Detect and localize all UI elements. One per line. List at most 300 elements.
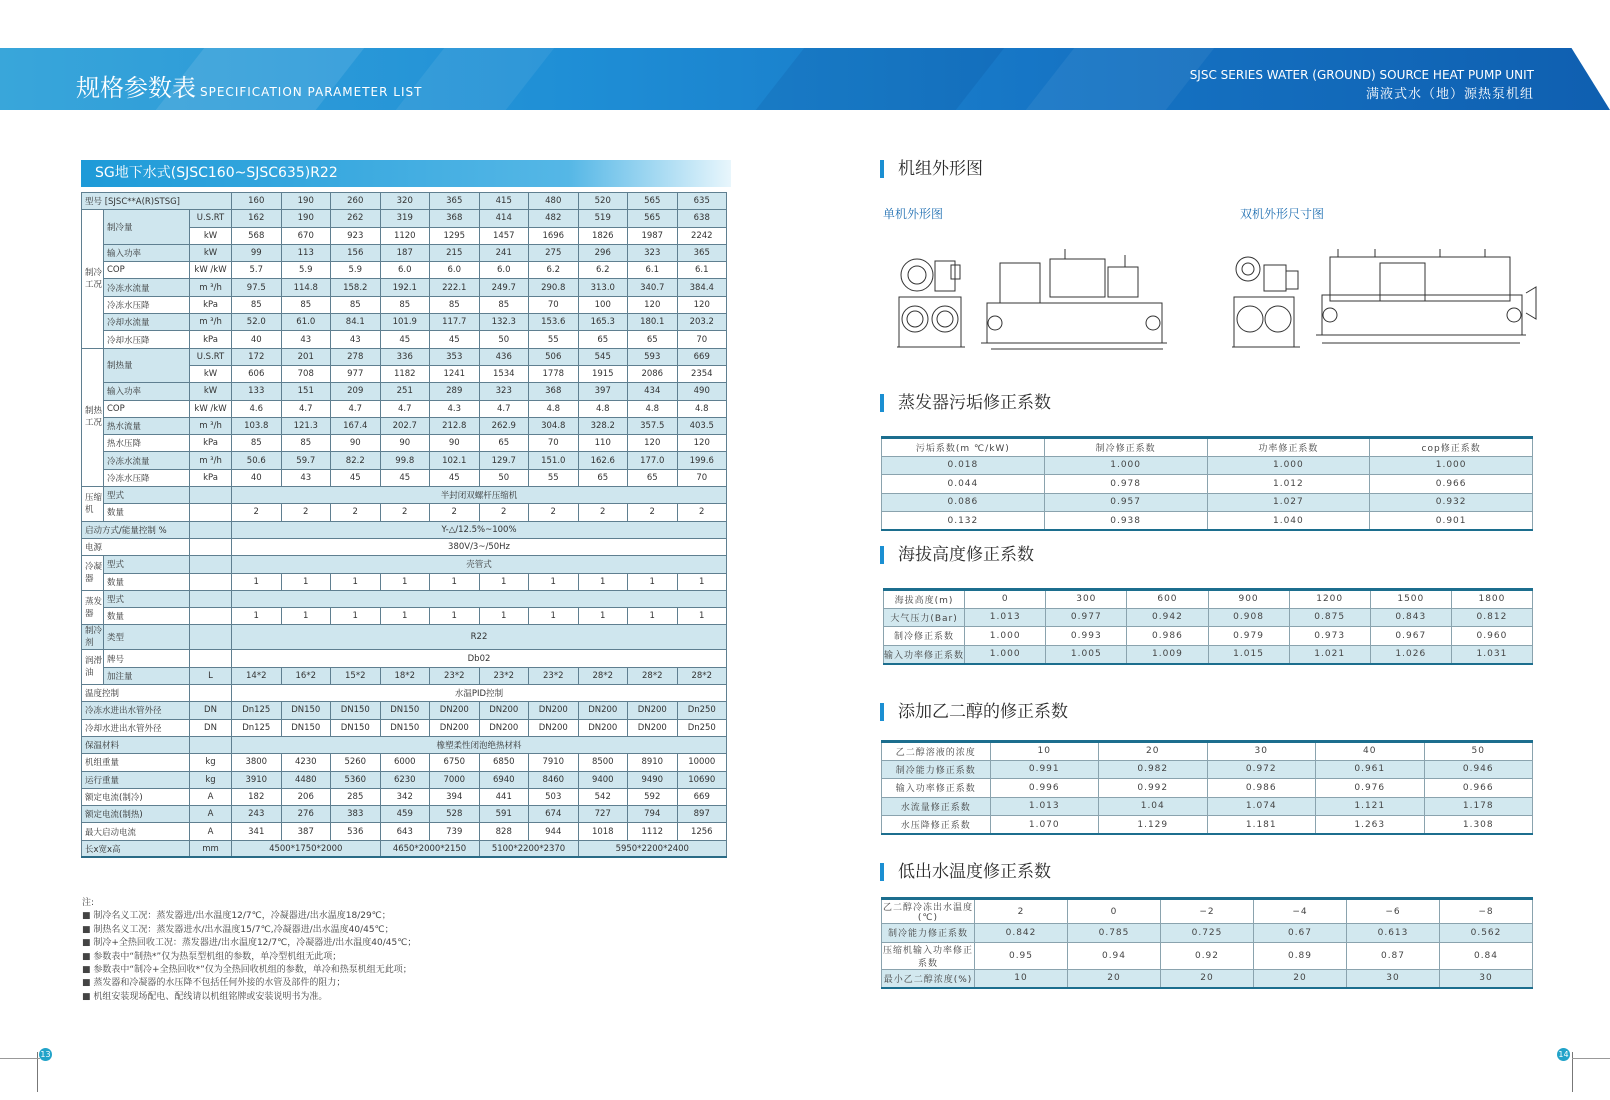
glycol-row [882, 816, 1533, 835]
dimension-value: 5100*2200*2370 [479, 840, 578, 857]
page-title [76, 68, 422, 103]
value-cell: 7000 [430, 771, 480, 788]
unit-cell: kPa [190, 331, 232, 348]
value-cell: 1.005 [1046, 645, 1127, 664]
value-cell: 340.7 [628, 279, 678, 296]
param-name: 电源 [82, 538, 190, 555]
value-cell: 85 [380, 296, 430, 313]
evaporator-type-row [82, 590, 727, 607]
value-cell: 923 [331, 227, 381, 244]
value-cell: 0.973 [1289, 627, 1370, 646]
value-cell: 368 [430, 210, 480, 227]
value-cell: −6 [1347, 899, 1440, 924]
value-cell: 0.976 [1316, 779, 1425, 798]
value-cell: 65 [578, 469, 628, 486]
value-cell: 1 [232, 608, 282, 625]
value-cell: 593 [628, 348, 678, 365]
value-cell: 6000 [380, 754, 430, 771]
span-value: 380V/3~/50Hz [232, 538, 727, 555]
value-cell: 6850 [479, 754, 529, 771]
value-cell: 323 [628, 244, 678, 261]
oil-brand-row [82, 650, 727, 667]
value-cell: −8 [1440, 899, 1533, 924]
value-cell: 285 [331, 788, 381, 805]
value-cell: 1295 [430, 227, 480, 244]
evaporator-group-label: 蒸发器 [82, 590, 104, 625]
value-cell: 353 [430, 348, 480, 365]
value-cell: 397 [578, 383, 628, 400]
unit-cell: m ³/h [190, 417, 232, 434]
value-cell: 669 [677, 348, 727, 365]
row-label: 污垢系数(m ℃/kW) [882, 438, 1045, 457]
cell [190, 650, 232, 667]
value-cell: 120 [677, 296, 727, 313]
notes-head: 注: [82, 898, 95, 908]
value-cell: 16*2 [281, 667, 331, 684]
value-cell: 6.0 [380, 262, 430, 279]
param-name: 冷冻水压降 [104, 296, 190, 313]
insul-row [82, 736, 727, 753]
value-cell: 6.2 [578, 262, 628, 279]
value-cell: 1.031 [1451, 645, 1532, 664]
series-en: SJSC SERIES WATER (GROUND) SOURCE HEAT PUMP UNIT [1189, 68, 1534, 82]
value-cell: 28*2 [578, 667, 628, 684]
param-name: 保温材料 [82, 736, 190, 753]
value-cell: 1 [529, 573, 579, 590]
value-cell: 30 [1347, 969, 1440, 988]
value-cell: 0.993 [1046, 627, 1127, 646]
param-name: 制冷量 [104, 210, 190, 245]
value-cell: 82.2 [331, 452, 381, 469]
value-cell: 0.960 [1451, 627, 1532, 646]
value-cell: 4.7 [331, 400, 381, 417]
value-cell: 313.0 [578, 279, 628, 296]
value-cell: 0.613 [1347, 924, 1440, 943]
value-cell: 151 [281, 383, 331, 400]
ic-row [82, 788, 727, 805]
value-cell: 643 [380, 823, 430, 840]
value-cell: 0.908 [1208, 608, 1289, 627]
oil-fill-row [82, 667, 727, 684]
value-cell: 113 [281, 244, 331, 261]
param-name: 热水压降 [104, 435, 190, 452]
value-cell: 85 [331, 296, 381, 313]
value-cell: 900 [1208, 590, 1289, 609]
value-cell: 0.95 [975, 942, 1068, 969]
dimension-value: 4500*1750*2000 [232, 840, 381, 857]
value-cell: 600 [1127, 590, 1208, 609]
unit-cell: kPa [190, 296, 232, 313]
value-cell: 50 [479, 331, 529, 348]
value-cell: 4.7 [281, 400, 331, 417]
row-label: 0.132 [882, 512, 1045, 531]
model-cell: 635 [677, 193, 727, 210]
dimension-value: 5950*2200*2400 [578, 840, 727, 857]
value-cell: 670 [281, 227, 331, 244]
value-cell: 40 [232, 331, 282, 348]
value-cell: 23*2 [430, 667, 480, 684]
value-cell: 30 [1440, 969, 1533, 988]
value-cell: 4.6 [232, 400, 282, 417]
value-cell: 85 [430, 296, 480, 313]
value-cell: 28*2 [628, 667, 678, 684]
imax-row [82, 823, 727, 840]
value-cell: 50.6 [232, 452, 282, 469]
unit-cell: L [190, 667, 232, 684]
model-cell: 190 [281, 193, 331, 210]
value-cell: 323 [479, 383, 529, 400]
lowtemp-table [881, 897, 1533, 989]
value-cell: 0.87 [1347, 942, 1440, 969]
param-name: 冷冻水流量 [104, 452, 190, 469]
value-cell: 944 [529, 823, 579, 840]
cool_pipe-row [82, 719, 727, 736]
value-cell: 2 [479, 504, 529, 521]
value-cell: 65 [628, 469, 678, 486]
param-name: 最大启动电流 [82, 823, 190, 840]
value-cell: 0.996 [990, 779, 1099, 798]
value-cell: 制冷修正系数 [1044, 438, 1207, 457]
value-cell: 727 [578, 806, 628, 823]
power-row [82, 538, 727, 555]
fouling-row [882, 438, 1533, 457]
param-name: 输入功率 [104, 383, 190, 400]
value-cell: 1.074 [1207, 797, 1316, 816]
value-cell: 289 [430, 383, 480, 400]
compressor-qty-row [82, 504, 727, 521]
value-cell: 20 [1099, 742, 1208, 761]
value-cell: 90 [380, 435, 430, 452]
model-cell: 260 [331, 193, 381, 210]
cell [190, 487, 232, 504]
value-cell: 290.8 [529, 279, 579, 296]
value-cell: 5.9 [281, 262, 331, 279]
value-cell: 0.932 [1370, 493, 1533, 512]
value-cell: 506 [529, 348, 579, 365]
value-cell: 84.1 [331, 314, 381, 331]
value-cell: 6230 [380, 771, 430, 788]
note-item: ■ 蒸发器和冷凝器的水压降不包括任何外接的水管及部件的阻力； [82, 978, 346, 989]
value-cell: 0.938 [1044, 512, 1207, 531]
value-cell: 129.7 [479, 452, 529, 469]
value-cell: 162 [232, 210, 282, 227]
model-cell: 480 [529, 193, 579, 210]
heating-row [82, 383, 727, 400]
value-cell: 28*2 [677, 667, 727, 684]
value-cell: 1.009 [1127, 645, 1208, 664]
value-cell: 275 [529, 244, 579, 261]
value-cell: 565 [628, 210, 678, 227]
title-en: SPECIFICATION PARAMETER LIST [200, 85, 423, 99]
value-cell: 20 [1161, 969, 1254, 988]
model-cell: 365 [430, 193, 480, 210]
value-cell: 0.961 [1316, 760, 1425, 779]
value-cell: 1.000 [965, 645, 1046, 664]
page-number-left: 13 [40, 1050, 51, 1059]
unit-cell: m ³/h [190, 314, 232, 331]
series-cn: 满液式水（地）源热泵机组 [1365, 87, 1534, 102]
value-cell: 172 [232, 348, 282, 365]
row-label: 0.086 [882, 493, 1045, 512]
value-cell: DN200 [578, 702, 628, 719]
value-cell: 1.129 [1099, 816, 1208, 835]
cooling-row [82, 296, 727, 313]
double-unit-drawing [1230, 245, 1540, 357]
value-cell: 40 [232, 469, 282, 486]
value-cell: 120 [628, 435, 678, 452]
unit-cell: kg [190, 754, 232, 771]
value-cell: 1120 [380, 227, 430, 244]
value-cell: 8460 [529, 771, 579, 788]
value-cell: 2 [232, 504, 282, 521]
value-cell: 101.9 [380, 314, 430, 331]
value-cell: Dn250 [677, 702, 727, 719]
value-cell: 1800 [1451, 590, 1532, 609]
value-cell: 2 [331, 504, 381, 521]
value-cell: 243 [232, 806, 282, 823]
value-cell: 1 [281, 573, 331, 590]
fouling-title: 蒸发器污垢修正系数 [880, 394, 1051, 412]
value-cell: 45 [430, 331, 480, 348]
value-cell: DN150 [380, 702, 430, 719]
value-cell: 262.9 [479, 417, 529, 434]
value-cell: 132.3 [479, 314, 529, 331]
value-cell: 156 [331, 244, 381, 261]
value-cell: 328.2 [578, 417, 628, 434]
param-name: 冷冻水压降 [104, 469, 190, 486]
value-cell: 85 [281, 435, 331, 452]
param-name: 型式 [104, 556, 190, 573]
value-cell: 0.942 [1127, 608, 1208, 627]
unit-cell: A [190, 823, 232, 840]
value-cell: 0.946 [1424, 760, 1533, 779]
value-cell: 528 [430, 806, 480, 823]
value-cell: 674 [529, 806, 579, 823]
value-cell: DN200 [479, 702, 529, 719]
value-cell: 8910 [628, 754, 678, 771]
value-cell: 1.000 [1207, 456, 1370, 475]
value-cell: 158.2 [331, 279, 381, 296]
value-cell: 99 [232, 244, 282, 261]
value-cell: 249.7 [479, 279, 529, 296]
value-cell: 384.4 [677, 279, 727, 296]
cooling-group-label: 制冷工况 [82, 210, 104, 348]
evaporator-qty-row [82, 608, 727, 625]
value-cell: 199.6 [677, 452, 727, 469]
note-item: ■ 参数表中“制冷+全热回收*”仅为全热回收机组的参数，单冷和热泵机组无此项； [82, 965, 412, 976]
value-cell: 功率修正系数 [1207, 438, 1370, 457]
value-cell: 212.8 [430, 417, 480, 434]
note-item: ■ 机组安装现场配电、配线请以机组铭牌或安装说明书为准。 [82, 991, 328, 1002]
value-cell: DN150 [331, 702, 381, 719]
value-cell: 10000 [677, 754, 727, 771]
value-cell: 0.562 [1440, 924, 1533, 943]
cell [190, 625, 232, 650]
value-cell: 794 [628, 806, 678, 823]
param-name: 加注量 [104, 667, 190, 684]
row-label: 制冷能力修正系数 [882, 924, 975, 943]
row-label: 输入功率修正系数 [882, 779, 991, 798]
param-name: 数量 [104, 573, 190, 590]
value-cell: 0 [1068, 899, 1161, 924]
value-cell: 0.901 [1370, 512, 1533, 531]
value-cell: 5.7 [232, 262, 282, 279]
value-cell: 5.9 [331, 262, 381, 279]
param-name: 制热量 [104, 348, 190, 383]
value-cell: 394 [430, 788, 480, 805]
value-cell: 1 [232, 573, 282, 590]
value-cell: 2 [677, 504, 727, 521]
value-cell: 0.842 [975, 924, 1068, 943]
value-cell: Dn250 [677, 719, 727, 736]
note-item: ■ 制冷名义工况：蒸发器进/出水温度12/7℃，冷凝器进/出水温度18/29℃； [82, 911, 391, 922]
value-cell: 1 [677, 573, 727, 590]
refrigerant-group-label: 制冷剂 [82, 625, 104, 650]
lowtemp-title: 低出水温度修正系数 [880, 863, 1051, 881]
chill_pipe-row [82, 702, 727, 719]
value-cell: DN200 [529, 719, 579, 736]
value-cell: 5260 [331, 754, 381, 771]
value-cell: 121.3 [281, 417, 331, 434]
cooling-row [82, 279, 727, 296]
value-cell: 300 [1046, 590, 1127, 609]
value-cell: 1 [380, 573, 430, 590]
param-name: 类型 [104, 625, 190, 650]
value-cell: Dn125 [232, 702, 282, 719]
value-cell: 241 [479, 244, 529, 261]
model-cell: 160 [232, 193, 282, 210]
value-cell: 65 [578, 331, 628, 348]
value-cell: 1 [430, 573, 480, 590]
value-cell: 503 [529, 788, 579, 805]
value-cell: 45 [380, 469, 430, 486]
unit-cell: A [190, 788, 232, 805]
value-cell: 1.027 [1207, 493, 1370, 512]
value-cell: 20 [1068, 969, 1161, 988]
param-name: 冷却水压降 [104, 331, 190, 348]
value-cell: 262 [331, 210, 381, 227]
value-cell: 65 [479, 435, 529, 452]
value-cell: DN200 [430, 719, 480, 736]
value-cell: 206 [281, 788, 331, 805]
value-cell: −4 [1254, 899, 1347, 924]
glycol-row [882, 760, 1533, 779]
row-label: 水压降修正系数 [882, 816, 991, 835]
value-cell: 162.6 [578, 452, 628, 469]
value-cell: 0.92 [1161, 942, 1254, 969]
value-cell: 708 [281, 365, 331, 382]
row-label: 大气压力(Bar) [884, 608, 965, 627]
value-cell: 1 [380, 608, 430, 625]
value-cell: 0.89 [1254, 942, 1347, 969]
span-value: 橡塑柔性闭泡绝热材料 [232, 736, 727, 753]
value-cell: 151.0 [529, 452, 579, 469]
unit-cell: m ³/h [190, 452, 232, 469]
spec-table-title: SG地下水式(SJSC160~SJSC635)R22 [81, 160, 731, 187]
altitude-title: 海拔高度修正系数 [880, 546, 1034, 564]
value-cell: 1.000 [1370, 456, 1533, 475]
model-cell: 320 [380, 193, 430, 210]
value-cell: 61.0 [281, 314, 331, 331]
value-cell: 59.7 [281, 452, 331, 469]
unit-cell: kg [190, 771, 232, 788]
dimension-value: 4650*2000*2150 [380, 840, 479, 857]
value-cell: 1 [430, 608, 480, 625]
value-cell: 296 [578, 244, 628, 261]
value-cell: 222.1 [430, 279, 480, 296]
altitude-row [884, 608, 1533, 627]
weight-row [82, 754, 727, 771]
value-cell: 1 [529, 608, 579, 625]
unit-cell: kPa [190, 435, 232, 452]
value-cell: 1.021 [1289, 645, 1370, 664]
param-name: 冷却水进出水管外径 [82, 719, 190, 736]
value-cell: 2 [430, 504, 480, 521]
altitude-row [884, 627, 1533, 646]
value-cell: DN150 [281, 702, 331, 719]
value-cell: 3800 [232, 754, 282, 771]
value-cell: 8500 [578, 754, 628, 771]
page-rule-right [1572, 1058, 1610, 1059]
glycol-table [881, 740, 1533, 835]
value-cell: 1.263 [1316, 816, 1425, 835]
value-cell: 70 [529, 296, 579, 313]
param-name: 数量 [104, 608, 190, 625]
unit-cell: m ³/h [190, 279, 232, 296]
value-cell: 669 [677, 788, 727, 805]
heating-row [82, 469, 727, 486]
value-cell: 1200 [1289, 590, 1370, 609]
row-label: 乙二醇溶液的浓度 [882, 742, 991, 761]
value-cell: 4.8 [578, 400, 628, 417]
value-cell: 102.1 [430, 452, 480, 469]
value-cell: 90 [430, 435, 480, 452]
value-cell: DN200 [430, 702, 480, 719]
value-cell: 568 [232, 227, 282, 244]
value-cell: 4.3 [430, 400, 480, 417]
value-cell: 0.986 [1207, 779, 1316, 798]
value-cell: 201 [281, 348, 331, 365]
value-cell: 23*2 [479, 667, 529, 684]
model-cell: 415 [479, 193, 529, 210]
value-cell: 1.013 [990, 797, 1099, 816]
value-cell: 2 [529, 504, 579, 521]
value-cell: 4.8 [529, 400, 579, 417]
value-cell: cop修正系数 [1370, 438, 1533, 457]
unit-cell: U.S.RT [190, 348, 232, 365]
param-name: 输入功率 [104, 244, 190, 261]
value-cell: 0.978 [1044, 475, 1207, 494]
value-cell: 0.967 [1370, 627, 1451, 646]
param-name: 冷冻水进出水管外径 [82, 702, 190, 719]
value-cell: DN150 [331, 719, 381, 736]
value-cell: 65 [628, 331, 678, 348]
value-cell: 436 [479, 348, 529, 365]
cell [232, 590, 727, 607]
cell [190, 538, 232, 555]
value-cell: Dn125 [232, 719, 282, 736]
value-cell: 0.966 [1424, 779, 1533, 798]
value-cell: 6940 [479, 771, 529, 788]
value-cell: 50 [479, 469, 529, 486]
value-cell: 0.67 [1254, 924, 1347, 943]
title-cn: 规格参数表 [76, 74, 196, 102]
heating-row [82, 435, 727, 452]
row-label: 水流量修正系数 [882, 797, 991, 816]
value-cell: 1.308 [1424, 816, 1533, 835]
single-outline-label: 单机外形图 [883, 207, 944, 221]
unit-cell: kW [190, 227, 232, 244]
